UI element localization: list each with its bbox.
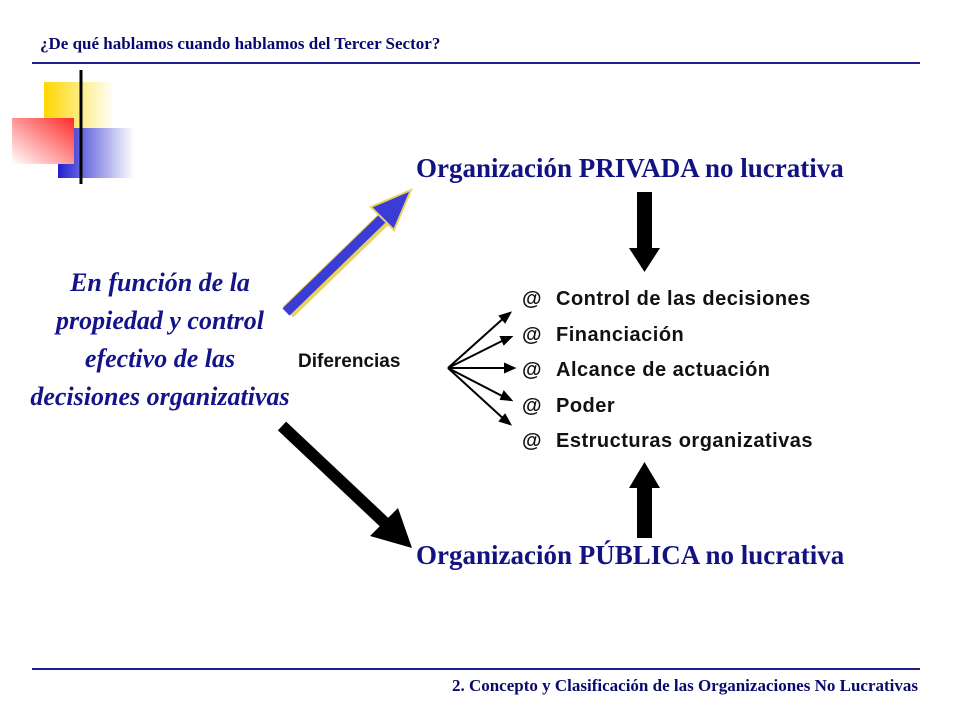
- difference-item: [522, 282, 813, 318]
- difference-item: [522, 318, 813, 354]
- difference-label: Estructuras organizativas: [556, 430, 814, 452]
- logo-red-square: [12, 118, 74, 164]
- difference-label: Poder: [556, 394, 616, 417]
- arrow-to-private: [286, 190, 411, 312]
- slide-footer-title: 2. Concepto y Clasificación de las Organizaciones No Lucrativas: [451, 676, 918, 695]
- logo-graphic: [12, 70, 134, 184]
- difference-label: Alcance de actuación: [556, 359, 771, 381]
- difference-item: [522, 424, 813, 460]
- classification-criterion: En función de la propiedad y control efectivo de las decisiones organizativas: [30, 268, 290, 411]
- arrow-public-to-differences: [629, 462, 660, 538]
- arrow-private-to-differences: [629, 192, 660, 272]
- differences-fan-arrows: [448, 313, 514, 424]
- difference-label: Financiación: [556, 323, 685, 346]
- differences-label: Diferencias: [298, 351, 401, 372]
- slide-header-title: ¿De qué hablamos cuando hablamos del Tercer Sector?: [40, 34, 441, 53]
- arrow-to-public: [282, 426, 412, 548]
- differences-list: [522, 282, 813, 460]
- difference-item: [522, 353, 813, 389]
- bullet-symbol: @: [522, 288, 543, 310]
- private-organization-title: Organización PRIVADA no lucrativa: [416, 153, 844, 183]
- bullet-symbol: @: [522, 430, 543, 452]
- difference-label: Control de las decisiones: [556, 288, 811, 310]
- bullet-symbol: @: [522, 394, 543, 417]
- difference-item: [522, 389, 813, 425]
- public-organization-title: Organización PÚBLICA no lucrativa: [416, 540, 845, 570]
- footer-rule: [32, 668, 920, 670]
- bullet-symbol: @: [522, 359, 543, 381]
- bullet-symbol: @: [522, 323, 543, 346]
